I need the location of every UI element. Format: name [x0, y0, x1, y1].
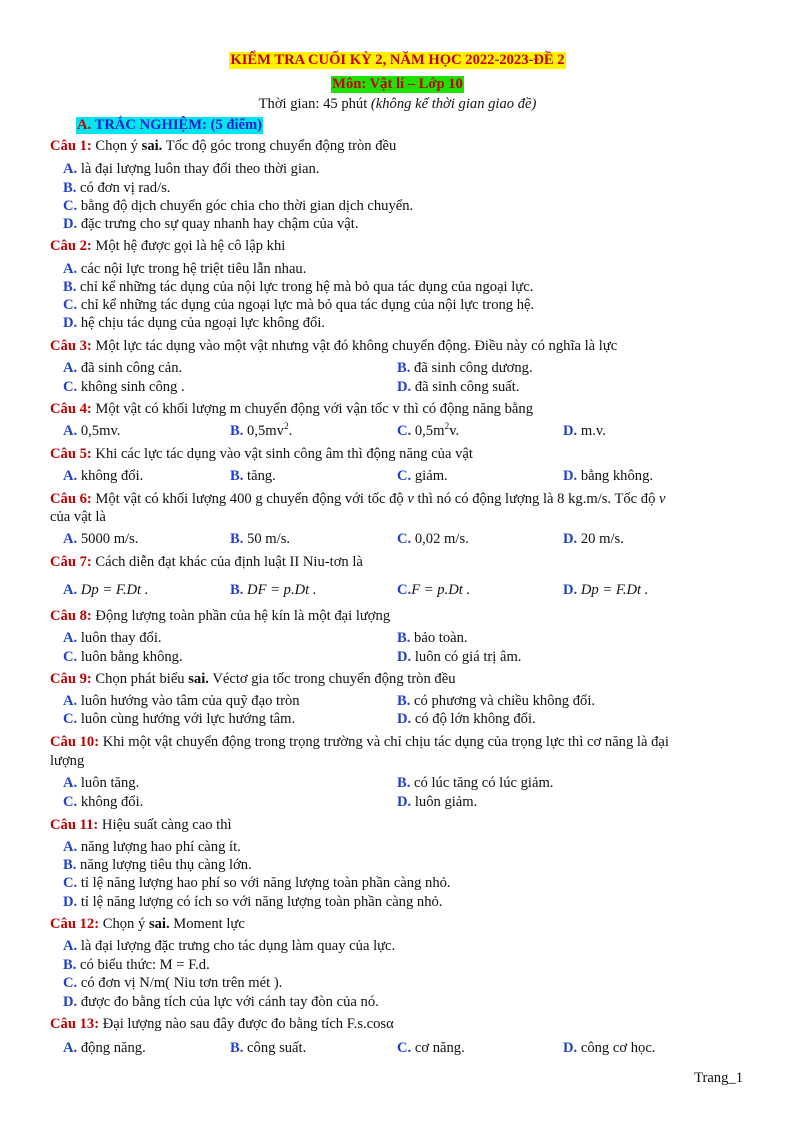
q9-option-c[interactable]: [63, 710, 295, 728]
section-heading: [76, 116, 263, 134]
question-3: [50, 337, 617, 355]
option-text: luôn bằng không.: [80, 649, 183, 665]
q5-option-d[interactable]: [563, 467, 653, 485]
option-letter: B.: [397, 630, 411, 646]
option-text: đã sinh công cản.: [80, 360, 183, 376]
option-text: 0,02 m/s.: [414, 531, 469, 547]
question-text: thì nó có động lượng là 8 kg.m/s. Tốc độ: [413, 491, 660, 507]
q7-option-a[interactable]: [63, 581, 148, 599]
q12-option-a[interactable]: [63, 937, 395, 955]
q6-option-a[interactable]: [63, 530, 138, 548]
option-text: 0,5mv: [247, 423, 284, 439]
formula: F = p.Dt .: [411, 582, 471, 598]
option-text: đặc trưng cho sự quay nhanh hay chậm của vật.: [80, 216, 359, 232]
variable: v: [659, 491, 666, 507]
option-text: luôn cùng hướng với lực hướng tâm.: [80, 711, 296, 727]
option-letter: B.: [63, 957, 77, 973]
option-text: đã sinh công suất.: [414, 379, 520, 395]
option-text: là đại lượng luôn thay đổi theo thời gian.: [80, 161, 320, 177]
option-letter: C.: [63, 711, 78, 727]
question-text: Khi các lực tác dụng vào vật sinh công âm thì động năng của vật: [91, 446, 473, 462]
option-text: tỉ lệ năng lượng có ích so với năng lượng toàn phần càng nhỏ.: [80, 894, 443, 910]
option-letter: A.: [63, 531, 78, 547]
q5-option-a[interactable]: [63, 467, 143, 485]
option-text: năng lượng hao phí càng ít.: [80, 839, 241, 855]
section-label: TRẮC NGHIỆM: (5 điểm): [91, 117, 262, 133]
q8-option-b[interactable]: [397, 629, 468, 647]
option-text: có đơn vị N/m( Niu tơn trên mét ).: [80, 975, 283, 991]
question-10: [50, 733, 669, 751]
option-letter: B.: [230, 423, 244, 439]
q9-option-b[interactable]: [397, 692, 595, 710]
q11-option-d[interactable]: [63, 893, 442, 911]
option-text: luôn có giá trị âm.: [414, 649, 522, 665]
option-letter: B.: [63, 279, 77, 295]
page-number: Trang_1: [694, 1070, 743, 1086]
option-text: 0,5mv.: [80, 423, 121, 439]
q3-option-d[interactable]: [397, 378, 519, 396]
option-text: hệ chịu tác dụng của ngoại lực không đổi.: [80, 315, 326, 331]
q13-option-d[interactable]: [563, 1039, 655, 1057]
q2-option-c[interactable]: [63, 296, 534, 314]
q9-option-d[interactable]: [397, 710, 536, 728]
question-label: Câu 3:: [50, 338, 92, 354]
option-text: cơ năng.: [414, 1040, 465, 1056]
option-letter: D.: [563, 531, 578, 547]
q8-option-a[interactable]: [63, 629, 162, 647]
option-letter: D.: [563, 1040, 578, 1056]
q12-option-c[interactable]: [63, 974, 282, 992]
subject-line: [0, 76, 795, 93]
question-text: Đại lượng nào sau đây được đo bằng tích F.s.cosα: [99, 1016, 394, 1032]
option-letter: D.: [397, 794, 412, 810]
question-text: Chọn phát biểu: [91, 671, 189, 687]
exam-subject: Môn: Vật lí – Lớp 10: [332, 76, 463, 92]
option-letter: C.: [63, 794, 78, 810]
question-12: [50, 915, 245, 933]
question-text: Động lượng toàn phần của hệ kín là một đại lượng: [91, 608, 391, 624]
q6-option-d[interactable]: [563, 530, 624, 548]
q8-option-d[interactable]: [397, 648, 521, 666]
option-text: 20 m/s.: [580, 531, 624, 547]
option-letter: A.: [63, 839, 78, 855]
option-letter: A.: [63, 582, 78, 598]
question-10-continued: [50, 752, 84, 770]
option-letter: C.: [397, 582, 412, 598]
formula: Dp = F.Dt .: [580, 582, 649, 598]
option-letter: A.: [63, 693, 78, 709]
q1-option-b[interactable]: [63, 179, 170, 197]
option-letter: C.: [63, 198, 78, 214]
exam-title: KIỂM TRA CUỐI KỲ 2, NĂM HỌC 2022-2023-ĐỀ 2: [230, 52, 565, 68]
option-letter: C.: [63, 875, 78, 891]
q4-option-c[interactable]: [397, 422, 459, 440]
q13-option-b[interactable]: [230, 1039, 306, 1057]
option-text: không đổi.: [80, 468, 144, 484]
question-label: Câu 9:: [50, 671, 92, 687]
question-7: [50, 553, 363, 571]
option-text: không sinh công .: [80, 379, 185, 395]
q12-option-d[interactable]: [63, 993, 379, 1011]
option-text: công cơ học.: [580, 1040, 656, 1056]
option-text: năng lượng tiêu thụ càng lớn.: [80, 857, 252, 873]
question-text: Chọn ý: [99, 916, 149, 932]
q3-option-c[interactable]: [63, 378, 185, 396]
q10-option-c[interactable]: [63, 793, 143, 811]
question-label: Câu 5:: [50, 446, 92, 462]
option-letter: C.: [397, 531, 412, 547]
question-label: Câu 7:: [50, 554, 92, 570]
question-label: Câu 11:: [50, 817, 99, 833]
option-text: đã sinh công dương.: [414, 360, 533, 376]
option-letter: A.: [63, 468, 78, 484]
q11-option-a[interactable]: [63, 838, 241, 856]
option-letter: A.: [63, 161, 78, 177]
option-letter: C.: [397, 423, 412, 439]
q5-option-b[interactable]: [230, 467, 276, 485]
option-text: có phương và chiều không đổi.: [414, 693, 596, 709]
time-note: (không kể thời gian giao đề): [370, 96, 537, 112]
question-text: Hiệu suất càng cao thì: [98, 817, 232, 833]
question-text: Cách diễn đạt khác của định luật II Niu-tơn là: [91, 554, 363, 570]
option-letter: B.: [397, 693, 411, 709]
option-letter: A.: [63, 1040, 78, 1056]
formula: DF = p.Dt .: [247, 582, 317, 598]
option-letter: B.: [230, 1040, 244, 1056]
formula: Dp = F.Dt .: [80, 582, 149, 598]
option-text: có lúc tăng có lúc giảm.: [414, 775, 554, 791]
q13-option-a[interactable]: [63, 1039, 146, 1057]
option-text: luôn thay đổi.: [80, 630, 162, 646]
option-text: bằng độ dịch chuyển góc chia cho thời gian dịch chuyển.: [80, 198, 414, 214]
option-text: chỉ kể những tác dụng của ngoại lực mà bỏ qua tác dụng của nội lực trong hệ.: [80, 297, 535, 313]
option-text: bằng không.: [580, 468, 654, 484]
option-text: tỉ lệ năng lượng hao phí so với năng lượng toàn phần càng nhỏ.: [80, 875, 451, 891]
section-letter: A.: [77, 117, 92, 133]
question-text: Khi một vật chuyển động trong trọng trường và chỉ chịu tác dụng của trọng lực thì cơ năng là đại: [99, 734, 669, 750]
option-letter: A.: [63, 775, 78, 791]
q13-option-c[interactable]: [397, 1039, 465, 1057]
question-5: [50, 445, 473, 463]
option-letter: D.: [63, 994, 78, 1010]
exam-title-line: [0, 52, 795, 69]
question-label: Câu 8:: [50, 608, 92, 624]
q3-option-a[interactable]: [63, 359, 182, 377]
q3-option-b[interactable]: [397, 359, 533, 377]
q7-option-b[interactable]: [230, 581, 316, 599]
superscript: 2: [444, 422, 450, 433]
option-letter: D.: [63, 315, 78, 331]
q10-option-b[interactable]: [397, 774, 553, 792]
option-letter: A.: [63, 630, 78, 646]
option-text: công suất.: [247, 1040, 307, 1056]
time-line: [0, 96, 795, 113]
option-letter: A.: [63, 938, 78, 954]
q1-option-a[interactable]: [63, 160, 319, 178]
q10-option-a[interactable]: [63, 774, 139, 792]
option-letter: B.: [230, 531, 244, 547]
option-letter: B.: [63, 857, 77, 873]
superscript: 2: [283, 422, 289, 433]
q4-option-d[interactable]: [563, 422, 606, 440]
question-label: Câu 6:: [50, 491, 92, 507]
option-text: có biểu thức: M = F.d.: [80, 957, 210, 973]
option-text: động năng.: [80, 1040, 146, 1056]
option-letter: C.: [63, 975, 78, 991]
question-emphasis: sai.: [188, 671, 209, 687]
option-text: là đại lượng đặc trưng cho tác dụng làm quay của lực.: [80, 938, 396, 954]
q9-option-a[interactable]: [63, 692, 300, 710]
option-text: 50 m/s.: [247, 531, 291, 547]
option-text: chỉ kể những tác dụng của nội lực trong hệ mà bỏ qua tác dụng của ngoại lực.: [80, 279, 534, 295]
question-text: lượng: [50, 753, 85, 769]
question-label: Câu 10:: [50, 734, 100, 750]
q6-option-c[interactable]: [397, 530, 469, 548]
option-letter: B.: [63, 180, 77, 196]
option-letter: C.: [397, 468, 412, 484]
option-letter: A.: [63, 360, 78, 376]
q4-option-b[interactable]: [230, 422, 292, 440]
question-9: [50, 670, 456, 688]
option-letter: D.: [397, 649, 412, 665]
question-text: Tốc độ góc trong chuyển động tròn đều: [162, 138, 397, 154]
q1-option-d[interactable]: [63, 215, 358, 233]
question-text: Một lực tác dụng vào một vật nhưng vật đó không chuyển động. Điều này có nghĩa là lực: [91, 338, 618, 354]
question-8: [50, 607, 390, 625]
option-letter: D.: [63, 894, 78, 910]
question-text: Moment lực: [169, 916, 245, 932]
option-letter: B.: [230, 582, 244, 598]
option-letter: C.: [397, 1040, 412, 1056]
question-13: [50, 1015, 394, 1033]
q2-option-d[interactable]: [63, 314, 325, 332]
option-letter: A.: [63, 261, 78, 277]
question-6: [50, 490, 666, 508]
question-label: Câu 12:: [50, 916, 100, 932]
q11-option-b[interactable]: [63, 856, 252, 874]
option-text: luôn hướng vào tâm của quỹ đạo tròn: [80, 693, 300, 709]
variable: v: [407, 491, 414, 507]
option-letter: D.: [63, 216, 78, 232]
question-1: [50, 137, 396, 155]
q6-option-b[interactable]: [230, 530, 290, 548]
question-2: [50, 237, 285, 255]
option-letter: D.: [397, 379, 412, 395]
question-label: Câu 1:: [50, 138, 92, 154]
question-text: Một hệ được gọi là hệ cô lập khi: [91, 238, 286, 254]
q11-option-c[interactable]: [63, 874, 451, 892]
option-text: .: [288, 423, 293, 439]
option-letter: D.: [563, 423, 578, 439]
question-11: [50, 816, 232, 834]
option-letter: C.: [63, 649, 78, 665]
option-letter: D.: [563, 468, 578, 484]
option-text: tăng.: [247, 468, 276, 484]
q8-option-c[interactable]: [63, 648, 183, 666]
option-text: bảo toàn.: [414, 630, 468, 646]
option-text: giảm.: [414, 468, 448, 484]
question-label: Câu 13:: [50, 1016, 100, 1032]
question-label: Câu 2:: [50, 238, 92, 254]
option-text: v.: [449, 423, 460, 439]
option-text: 0,5m: [414, 423, 445, 439]
option-text: m.v.: [580, 423, 606, 439]
option-text: được đo bằng tích của lực với cánh tay đòn của nó.: [80, 994, 379, 1010]
option-text: có đơn vị rad/s.: [80, 180, 171, 196]
q1-option-c[interactable]: [63, 197, 413, 215]
q4-option-a[interactable]: [63, 422, 120, 440]
option-text: có độ lớn không đổi.: [414, 711, 536, 727]
option-letter: C.: [63, 379, 78, 395]
q2-option-a[interactable]: [63, 260, 306, 278]
q12-option-b[interactable]: [63, 956, 210, 974]
question-label: Câu 4:: [50, 401, 92, 417]
question-text: Véctơ gia tốc trong chuyển động tròn đều: [208, 671, 456, 687]
option-text: không đổi.: [80, 794, 144, 810]
option-text: luôn tăng.: [80, 775, 140, 791]
q7-option-c[interactable]: [397, 581, 470, 599]
question-6-continued: [50, 508, 106, 526]
option-letter: A.: [63, 423, 78, 439]
q5-option-c[interactable]: [397, 467, 448, 485]
question-text: Một vật có khối lượng m chuyển động với vận tốc v thì có động năng bằng: [91, 401, 533, 417]
option-letter: C.: [63, 297, 78, 313]
q7-option-d[interactable]: [563, 581, 648, 599]
option-letter: D.: [397, 711, 412, 727]
option-text: các nội lực trong hệ triệt tiêu lẫn nhau.: [80, 261, 307, 277]
q10-option-d[interactable]: [397, 793, 477, 811]
option-letter: D.: [563, 582, 578, 598]
question-emphasis: sai.: [141, 138, 163, 154]
option-text: 5000 m/s.: [80, 531, 139, 547]
option-text: luôn giảm.: [414, 794, 478, 810]
question-emphasis: sai.: [148, 916, 170, 932]
option-letter: B.: [397, 360, 411, 376]
question-text: Một vật có khối lượng 400 g chuyển động với tốc độ: [91, 491, 408, 507]
question-text: của vật là: [50, 509, 106, 525]
time-prefix: Thời gian: 45 phút: [258, 96, 371, 112]
option-letter: B.: [230, 468, 244, 484]
question-4: [50, 400, 533, 418]
question-text: Chọn ý: [91, 138, 142, 154]
option-letter: B.: [397, 775, 411, 791]
q2-option-b[interactable]: [63, 278, 533, 296]
